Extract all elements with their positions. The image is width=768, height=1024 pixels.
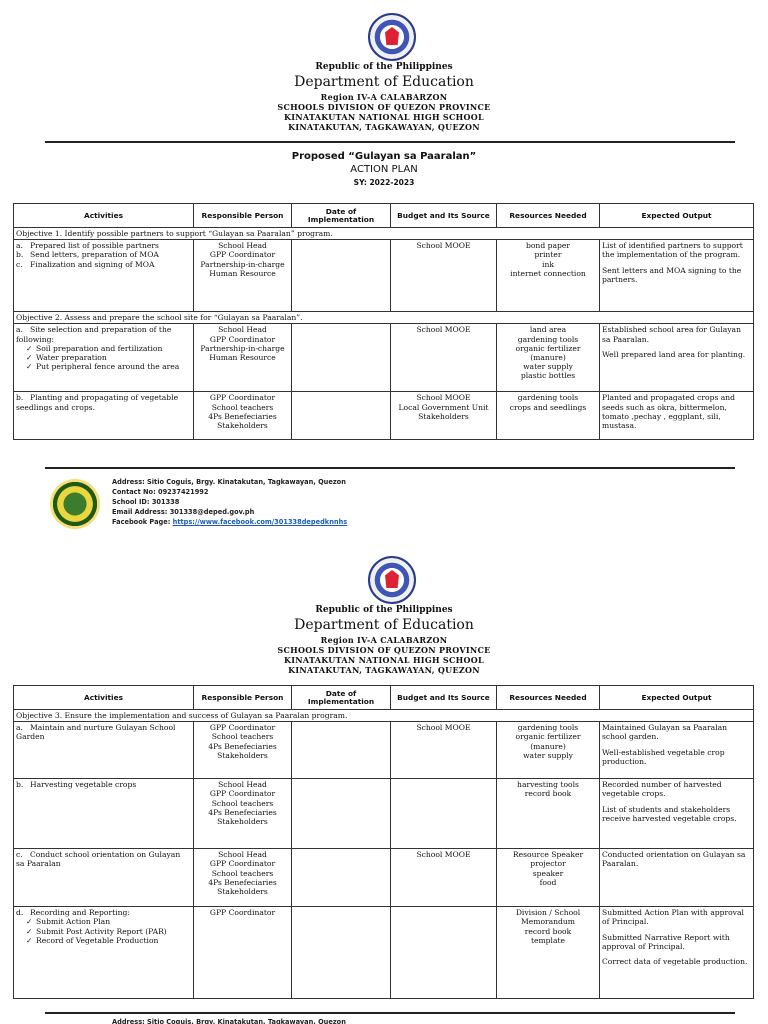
school-line: KINATAKUTAN NATIONAL HIGH SCHOOL: [284, 112, 484, 122]
school-year: SY: 2022-2023: [353, 178, 415, 187]
school-logo-icon: [50, 479, 100, 529]
header-divider: [45, 141, 735, 143]
objective-1: Objective 1. Identify possible partners to support “Gulayan sa Paaralan” program.: [14, 228, 754, 240]
location-line-2: KINATAKUTAN, TAGKAWAYAN, QUEZON: [288, 665, 480, 675]
footer-contact-no: Contact No: 09237421992: [112, 488, 209, 496]
region-line: Region IV-A CALABARZON: [320, 92, 448, 102]
col-date: Date of Implementation: [292, 686, 391, 710]
action-plan-table-2: [13, 685, 754, 999]
region-line-2: Region IV-A CALABARZON: [320, 635, 448, 645]
facebook-link[interactable]: https://www.facebook.com/301338depedknnhs: [172, 518, 348, 526]
location-line: KINATAKUTAN, TAGKAWAYAN, QUEZON: [288, 122, 480, 132]
footer-address-2: Address: Sitio Coguis, Brgy. Kinatakutan, Tagkawayan, Quezon: [112, 1018, 346, 1024]
footer-address: Address: Sitio Coguis, Brgy. Kinatakutan, Tagkawayan, Quezon: [112, 478, 346, 486]
table-row: a. Prepared list of possible partners b. Send letters, preparation of MOA c. Finalization and signing of MOA School Head GPP Coordinator Partnership-in-charge Human Resource School MOOE bond paper printer ink internet connection List of identified partners to support the implementation of the program. Sent letters and MOA signing to the partners.: [14, 240, 754, 312]
footer-divider-2: [45, 1012, 735, 1014]
table-row: c. Conduct school orientation on Gulayan sa Paaralan School Head GPP Coordinator School teachers 4Ps Benefeciaries Stakeholders School MOOE Resource Speaker projector speaker food Conducted orientation on Gulayan sa Paaralan.: [14, 849, 754, 907]
table-row: b. Harvesting vegetable crops School Head GPP Coordinator School teachers 4Ps Benefeciaries Stakeholders harvesting tools record book Recorded number of harvested vegetable crops. List of students and stakeholders receive harvested vegetable crops.: [14, 779, 754, 849]
col-budget: Budget and Its Source: [391, 204, 497, 228]
col-activities: Activities: [14, 686, 194, 710]
footer-email: Email Address: 301338@deped.gov.ph: [112, 508, 255, 516]
col-resources: Resources Needed: [497, 686, 600, 710]
division-line-2: SCHOOLS DIVISION OF QUEZON PROVINCE: [277, 645, 491, 655]
action-plan-title: ACTION PLAN: [350, 164, 418, 175]
table-row: a. Site selection and preparation of the following: ✓ Soil preparation and fertilization ✓ Water preparation ✓ Put peripheral fence around the area School Head GPP Coordinator Partnership-in-charge Human Resource School MOOE land area gardening tools organic fertilizer (manure) water supply plastic bottles Established school area for Gulayan sa Paaralan. Well prepared land area for planting.: [14, 324, 754, 392]
footer-school-id: School ID: 301338: [112, 498, 180, 506]
col-date: Date of Implementation: [292, 204, 391, 228]
objective-3: Objective 3. Ensure the implementation and success of Gulayan sa Paaralan program.: [14, 710, 754, 722]
table-row: d. Recording and Reporting: ✓ Submit Action Plan ✓ Submit Post Activity Report (PAR) ✓ Record of Vegetable Production GPP Coordinator Division / School Memorandum record book template Submitted Action Plan with approval of Principal. Submitted Narrative Report with approval of Principal. Correct data of vegetable production.: [14, 907, 754, 999]
department-heading: Department of Education: [294, 74, 474, 90]
republic-heading-2: Republic of the Philippines: [315, 605, 453, 615]
col-budget: Budget and Its Source: [391, 686, 497, 710]
footer-divider: [45, 467, 735, 469]
action-plan-table-1: [13, 203, 754, 440]
footer-fb-label: Facebook Page:: [112, 518, 171, 526]
deped-seal-icon: [368, 556, 416, 604]
col-resources: Resources Needed: [497, 204, 600, 228]
objective-2: Objective 2. Assess and prepare the school site for “Gulayan sa Paaralan”.: [14, 312, 754, 324]
proposal-title: Proposed “Gulayan sa Paaralan”: [291, 151, 477, 162]
republic-heading: Republic of the Philippines: [315, 62, 453, 72]
deped-seal-icon: [368, 13, 416, 61]
table-row: a. Maintain and nurture Gulayan School Garden GPP Coordinator School teachers 4Ps Benefeciaries Stakeholders School MOOE gardening tools organic fertilizer (manure) water supply Maintained Gulayan sa Paaralan school garden. Well-established vegetable crop production.: [14, 722, 754, 779]
table-row: b. Planting and propagating of vegetable seedlings and crops. GPP Coordinator School teachers 4Ps Benefeciaries Stakeholders School MOOE Local Government Unit Stakeholders gardening tools crops and seedlings Planted and propagated crops and seeds such as okra, bittermelon, tomato ,pechay , eggplant, sili, mustasa.: [14, 392, 754, 440]
col-output: Expected Output: [600, 204, 754, 228]
col-activities: Activities: [14, 204, 194, 228]
col-output: Expected Output: [600, 686, 754, 710]
col-responsible: Responsible Person: [194, 686, 292, 710]
division-line: SCHOOLS DIVISION OF QUEZON PROVINCE: [277, 102, 491, 112]
department-heading-2: Department of Education: [294, 617, 474, 633]
col-responsible: Responsible Person: [194, 204, 292, 228]
school-line-2: KINATAKUTAN NATIONAL HIGH SCHOOL: [284, 655, 484, 665]
footer-contact: [112, 477, 347, 527]
